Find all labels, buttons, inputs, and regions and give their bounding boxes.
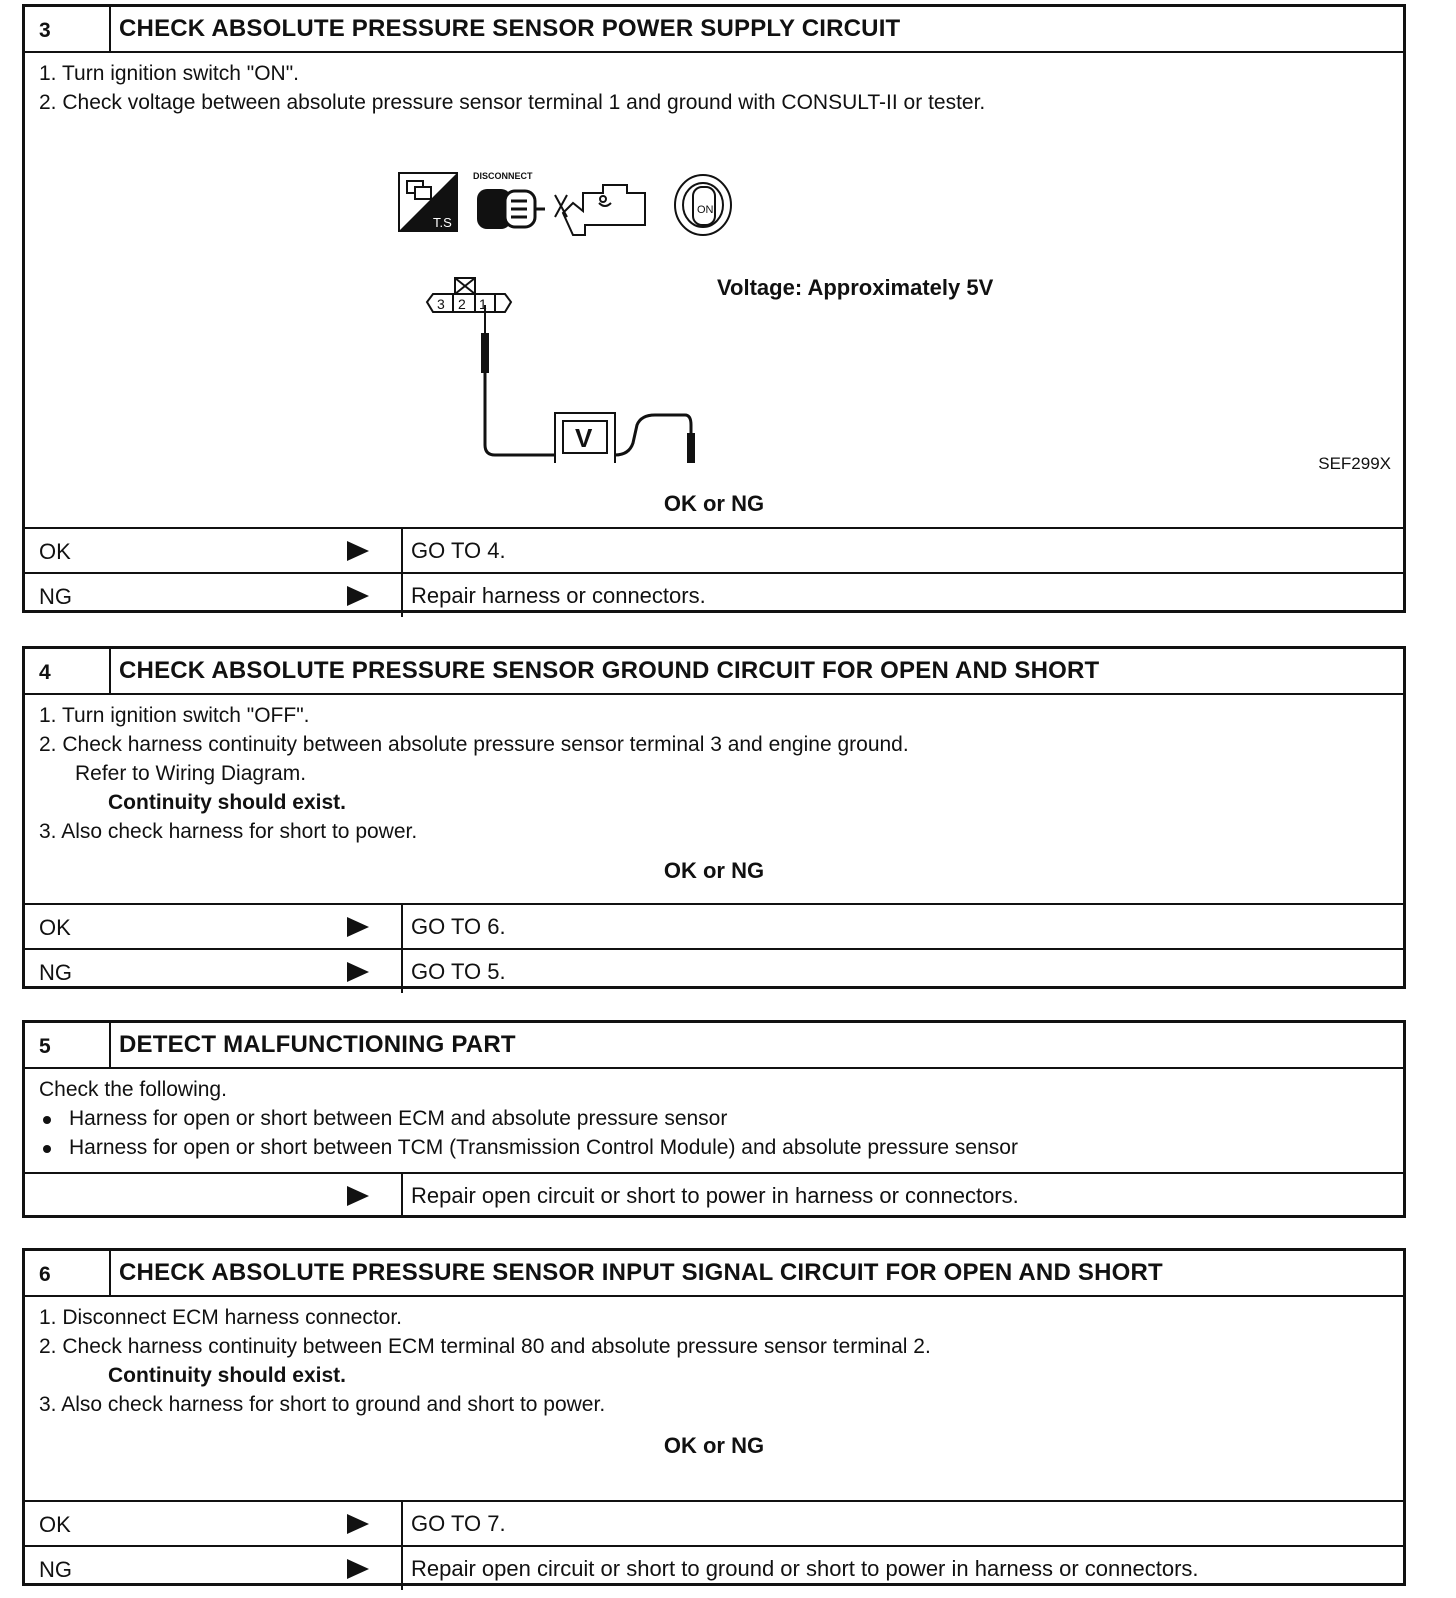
arrow-right-icon (347, 1514, 369, 1534)
engine-icon (555, 185, 645, 235)
step-header (25, 649, 1403, 695)
arrow-right-icon (347, 541, 369, 561)
step-title: CHECK ABSOLUTE PRESSURE SENSOR INPUT SIGNAL CIRCUIT FOR OPEN AND SHORT (119, 1259, 1163, 1286)
ignition-key-icon (675, 175, 731, 235)
arrow-right-icon (347, 1559, 369, 1579)
figure-code: SEF299X (1318, 454, 1391, 473)
step-header (25, 1251, 1403, 1297)
result-label: OK (25, 905, 403, 948)
connector-pin-1: 1 (479, 296, 487, 312)
step-header (25, 7, 1403, 53)
result-action: GO TO 5. (411, 959, 506, 984)
ok-or-ng-heading: OK or NG (663, 491, 765, 516)
result-label: NG (25, 574, 403, 617)
step-3-block (22, 4, 1406, 613)
step-header (25, 1023, 1403, 1069)
result-row (25, 1172, 1403, 1217)
result-label: NG (25, 1547, 403, 1590)
voltmeter (555, 413, 615, 463)
step-line: 2. Check voltage between absolute pressure sensor terminal 1 and ground with CONSULT-II or tester. (39, 91, 986, 114)
result-action: GO TO 7. (411, 1511, 506, 1536)
result-row-ok (25, 903, 1403, 948)
step-line: 1. Turn ignition switch "ON". (39, 62, 300, 85)
step-title: CHECK ABSOLUTE PRESSURE SENSOR GROUND CIRCUIT FOR OPEN AND SHORT (119, 657, 1100, 684)
arrow-right-icon (347, 962, 369, 982)
step-4-block (22, 646, 1406, 989)
step-body (25, 695, 1403, 903)
arrow-right-icon (347, 586, 369, 606)
result-row-ok (25, 1500, 1403, 1545)
result-label: NG (25, 950, 403, 993)
connector-pin-3: 3 (437, 296, 445, 312)
disconnect-connector-icon (473, 171, 545, 229)
ok-or-ng-heading: OK or NG (663, 1433, 765, 1458)
test-lead-negative (615, 415, 695, 463)
step-title: DETECT MALFUNCTIONING PART (119, 1031, 516, 1058)
step-intro: Check the following. (39, 1078, 227, 1101)
result-action: Repair open circuit or short to power in harness or connectors. (411, 1183, 1019, 1208)
result-row-ng (25, 572, 1403, 617)
disconnect-label: DISCONNECT (473, 171, 533, 181)
arrow-right-icon (347, 1186, 369, 1206)
bullet-item: Harness for open or short between TCM (Transmission Control Module) and absolute pressure sensor (39, 1133, 1389, 1162)
step-title: CHECK ABSOLUTE PRESSURE SENSOR POWER SUPPLY CIRCUIT (119, 15, 901, 42)
spec-text: Continuity should exist. (108, 791, 347, 814)
meter-label: V (575, 423, 593, 453)
result-label: OK (25, 529, 403, 572)
arrow-right-icon (347, 917, 369, 937)
test-lead-positive (481, 305, 555, 455)
result-row-ng (25, 1545, 1403, 1590)
step-6-block (22, 1248, 1406, 1586)
tester-icon (399, 173, 457, 231)
step-body (25, 1297, 1403, 1500)
step-number: 6 (25, 1251, 111, 1295)
step-line: 1. Disconnect ECM harness connector. (39, 1306, 403, 1329)
spec-text: Continuity should exist. (108, 1364, 347, 1387)
result-action: Repair harness or connectors. (411, 583, 706, 608)
step-line: 2. Check harness continuity between ECM terminal 80 and absolute pressure sensor terminal 2. (39, 1335, 931, 1358)
step-line: 3. Also check harness for short to power. (39, 820, 418, 843)
ok-or-ng-heading: OK or NG (663, 858, 765, 883)
step-line: 1. Turn ignition switch "OFF". (39, 704, 310, 727)
step-line: 3. Also check harness for short to ground and short to power. (39, 1393, 606, 1416)
result-label (25, 1174, 403, 1217)
voltage-check-diagram (385, 143, 805, 463)
connector-pin-2: 2 (458, 296, 466, 312)
result-label: OK (25, 1502, 403, 1545)
step-line: Refer to Wiring Diagram. (75, 762, 307, 785)
step-5-block (22, 1020, 1406, 1218)
result-action: Repair open circuit or short to ground or short to power in harness or connectors. (411, 1556, 1199, 1581)
ts-label: T.S (433, 215, 452, 230)
step-number: 5 (25, 1023, 111, 1067)
result-row-ok (25, 527, 1403, 572)
step-body (25, 53, 1403, 527)
voltage-spec: Voltage: Approximately 5V (717, 275, 994, 300)
bullet-item: Harness for open or short between ECM and absolute pressure sensor (39, 1104, 1389, 1133)
result-row-ng (25, 948, 1403, 993)
step-number: 4 (25, 649, 111, 693)
step-line: 2. Check harness continuity between absolute pressure sensor terminal 3 and engine ground. (39, 733, 909, 756)
on-label: ON (697, 204, 714, 216)
step-number: 3 (25, 7, 111, 51)
result-action: GO TO 4. (411, 538, 506, 563)
result-action: GO TO 6. (411, 914, 506, 939)
step-body (25, 1069, 1403, 1172)
